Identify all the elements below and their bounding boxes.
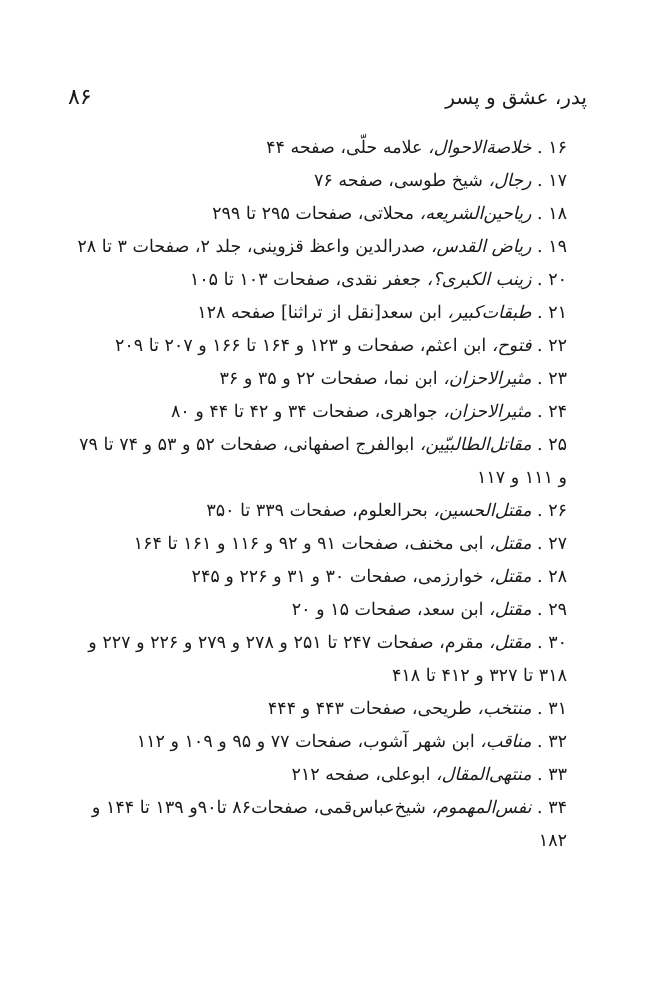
entry-details: ابن اعثم، صفحات و ۱۲۳ و ۱۶۴ تا ۱۶۶ و ۲۰۷ تا ۲۰۹ (114, 336, 492, 356)
entry-number: ۲۱ . (537, 303, 567, 323)
entry-title: منتهی‌المقال، (436, 765, 532, 785)
entry-continuation: ۳۱۸ تا ۳۲۷ و ۴۱۲ تا ۴۱۸ (391, 666, 567, 686)
entry-title: مقتل، (489, 534, 532, 554)
entry-number: ۲۶ . (537, 501, 567, 521)
entry-title: ریاض القدس، (430, 237, 532, 257)
bibliography-entry (58, 132, 567, 165)
entry-number: ۲۵ . (537, 435, 567, 455)
entry-number: ۱۸ . (537, 204, 567, 224)
entry-details: علامه حلّی، صفحه ۴۴ (266, 138, 429, 158)
entry-title: زینب الکبری؟، (426, 270, 532, 290)
entry-details: صدرالدین واعظ قزوینی، جلد ۲، صفحات ۳ تا ۲۸ (77, 237, 431, 257)
entry-title: خلاصة‌الاحوال، (428, 138, 532, 158)
entry-number: ۲۲ . (537, 336, 567, 356)
entry-number: ۳۲ . (537, 732, 567, 752)
entry-number: ۳۰ . (537, 633, 567, 653)
entry-number: ۱۹ . (537, 237, 567, 257)
bibliography-entry (58, 264, 567, 297)
entry-details: ابوالفرج اصفهانی، صفحات ۵۲ و ۵۳ و ۷۴ تا ۷۹ (79, 435, 420, 455)
entry-number: ۱۶ . (537, 138, 567, 158)
entry-title: مقتل، (489, 567, 532, 587)
entry-title: مناقب، (480, 732, 532, 752)
bibliography-entry (58, 363, 567, 396)
entry-title: مقتل، (489, 633, 532, 653)
entry-number: ۲۴ . (537, 402, 567, 422)
entry-title: مقتل، (489, 600, 532, 620)
bibliography-entry (58, 627, 567, 693)
bibliography-entry (58, 561, 567, 594)
page-header (68, 82, 587, 112)
bibliography-list (58, 132, 567, 858)
entry-details: خوارزمی، صفحات ۳۰ و ۳۱ و ۲۲۶ و ۲۴۵ (191, 567, 490, 587)
entry-details: محلاتی، صفحات ۲۹۵ تا ۲۹۹ (212, 204, 420, 224)
entry-title: نفس‌المهموم، (431, 798, 532, 818)
running-title: پدر، عشق و پسر (445, 85, 587, 109)
entry-number: ۳۱ . (537, 699, 567, 719)
bibliography-entry (58, 198, 567, 231)
entry-details: ابن شهر آشوب، صفحات ۷۷ و ۹۵ و ۱۰۹ و ۱۱۲ (136, 732, 481, 752)
entry-details: جعفر نقدی، صفحات ۱۰۳ تا ۱۰۵ (189, 270, 427, 290)
entry-details: مقرم، صفحات ۲۴۷ تا ۲۵۱ و ۲۷۸ و ۲۷۹ و ۲۲۶ و ۲۲۷ و (88, 633, 490, 653)
entry-title: منتخب، (477, 699, 532, 719)
entry-details: ابن سعد، صفحات ۱۵ و ۲۰ (291, 600, 490, 620)
bibliography-entry (58, 231, 567, 264)
bibliography-entry (58, 792, 567, 858)
entry-title: مقاتل‌الطالبیّین، (419, 435, 532, 455)
entry-title: مثیرالاحزان، (443, 402, 532, 422)
bibliography-entry (58, 528, 567, 561)
entry-number: ۱۷ . (537, 171, 567, 191)
bibliography-entry (58, 165, 567, 198)
entry-title: رجال، (488, 171, 532, 191)
entry-number: ۳۳ . (537, 765, 567, 785)
entry-details: شیخ‌عباس‌قمی، صفحات۸۶ تا۹۰و ۱۳۹ تا ۱۴۴ و (91, 798, 432, 818)
entry-number: ۲۸ . (537, 567, 567, 587)
entry-continuation: ۱۸۲ (538, 831, 567, 851)
entry-details: بحرالعلوم، صفحات ۳۳۹ تا ۳۵۰ (206, 501, 434, 521)
bibliography-entry (58, 726, 567, 759)
entry-details: ابی مخنف، صفحات ۹۱ و ۹۲ و ۱۱۶ و ۱۶۱ تا ۱۶۴ (133, 534, 490, 554)
entry-number: ۳۴ . (537, 798, 567, 818)
entry-details: ابن نما، صفحات ۲۲ و ۳۵ و ۳۶ (219, 369, 444, 389)
bibliography-entry (58, 759, 567, 792)
entry-title: مثیرالاحزان، (443, 369, 532, 389)
page-number: ۸۶ (68, 84, 92, 110)
entry-details: طریحی، صفحات ۴۴۳ و ۴۴۴ (267, 699, 478, 719)
entry-title: فتوح، (491, 336, 532, 356)
entry-details: ابن سعد[نقل از تراثنا] صفحه ۱۲۸ (197, 303, 448, 323)
bibliography-entry (58, 297, 567, 330)
entry-title: مقتل‌الحسین، (433, 501, 532, 521)
bibliography-entry (58, 396, 567, 429)
bibliography-entry (58, 429, 567, 495)
entry-details: جواهری، صفحات ۳۴ و ۴۲ تا ۴۴ و ۸۰ (170, 402, 444, 422)
bibliography-entry (58, 594, 567, 627)
entry-details: شیخ طوسی، صفحه ۷۶ (313, 171, 489, 191)
entry-number: ۲۹ . (537, 600, 567, 620)
bibliography-entry (58, 495, 567, 528)
entry-number: ۲۳ . (537, 369, 567, 389)
entry-details: ابوعلی، صفحه ۲۱۲ (291, 765, 437, 785)
entry-title: طبقات‌کبیر، (447, 303, 532, 323)
entry-title: ریاحین‌الشریعه، (419, 204, 532, 224)
bibliography-entry (58, 330, 567, 363)
bibliography-entry (58, 693, 567, 726)
entry-number: ۲۷ . (537, 534, 567, 554)
entry-number: ۲۰ . (537, 270, 567, 290)
entry-continuation: و ۱۱۱ و ۱۱۷ (477, 468, 567, 488)
